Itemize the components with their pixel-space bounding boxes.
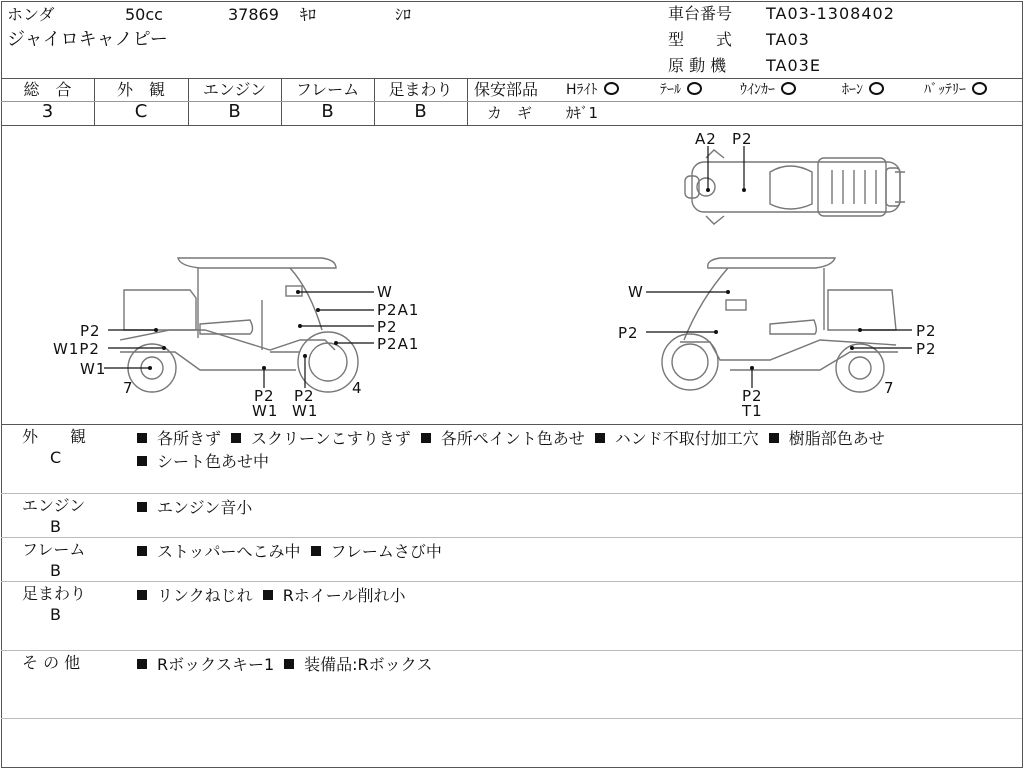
frame-no: TA03-1308402 — [766, 4, 895, 23]
grade-header-exterior: 外 観 — [116, 80, 165, 99]
label-left-p2a1-low: P2A1 — [377, 335, 420, 353]
grade-total: 3 — [41, 101, 54, 122]
square-bullet-icon — [311, 546, 321, 556]
label-left-p2a1-top: P2A1 — [377, 301, 420, 319]
label-left-w: W — [377, 283, 393, 301]
comment-items — [137, 496, 1007, 519]
safety-battery: ﾊﾞｯﾃﾘｰ — [924, 80, 987, 100]
comment-grade: C — [50, 448, 62, 467]
comment-item: フレームさび中 — [311, 540, 442, 563]
circle-mark-icon — [972, 82, 987, 95]
square-bullet-icon — [421, 433, 431, 443]
label-left-b1a: P2 — [254, 387, 275, 405]
grade-header-suspension: 足まわり — [388, 80, 453, 99]
comment-items — [137, 427, 1007, 473]
square-bullet-icon — [137, 659, 147, 669]
label-left-7: 7 — [123, 379, 134, 397]
comment-item: シート色あせ中 — [137, 450, 269, 473]
comment-grade: B — [50, 605, 61, 624]
key-label: カ ギ — [487, 104, 533, 122]
color: ｼﾛ — [395, 5, 412, 24]
comment-item: 各所きず — [137, 427, 221, 450]
circle-mark-icon — [781, 82, 796, 95]
damage-points — [148, 188, 862, 370]
maker: ホンダ — [7, 5, 55, 24]
comment-items — [137, 540, 1007, 563]
label-right-bb: T1 — [742, 402, 763, 420]
type-label: 型 式 — [668, 30, 733, 49]
circle-mark-icon — [604, 82, 619, 95]
square-bullet-icon — [137, 546, 147, 556]
comment-grade: B — [50, 517, 61, 536]
safety-winker: ｳｲﾝｶｰ — [740, 80, 796, 100]
mileage-unit: ｷﾛ — [300, 5, 317, 24]
square-bullet-icon — [769, 433, 779, 443]
label-left-b2b: W1 — [292, 402, 319, 420]
grade-header-total: 総 合 — [23, 80, 72, 99]
comment-label: 外 観 — [22, 427, 87, 446]
label-a2: A2 — [695, 130, 717, 148]
frame-no-label: 車台番号 — [668, 4, 733, 23]
square-bullet-icon — [263, 590, 273, 600]
scooter-top-view — [685, 150, 905, 224]
comment-label: フレーム — [22, 540, 86, 559]
damage-diagram — [0, 126, 1024, 424]
label-left-p2: P2 — [80, 322, 101, 340]
engine-label: 原 動 機 — [668, 56, 727, 75]
circle-mark-icon — [869, 82, 884, 95]
safety-tail: ﾃｰﾙ — [660, 80, 702, 100]
label-right-p2-r2: P2 — [916, 340, 937, 358]
grade-header-frame: フレーム — [295, 80, 360, 99]
label-left-w1: W1 — [80, 360, 107, 378]
engine-value: TA03E — [766, 56, 821, 75]
comment-items — [137, 653, 1007, 676]
square-bullet-icon — [284, 659, 294, 669]
comment-item: Rホイール削れ小 — [263, 584, 406, 607]
safety-label: 保安部品 — [474, 80, 539, 99]
label-p2-top: P2 — [732, 130, 753, 148]
comment-item: スクリーンこすりきず — [231, 427, 411, 450]
type-value: TA03 — [766, 30, 810, 49]
comment-item: ストッパーへこみ中 — [137, 540, 301, 563]
comment-item: Rボックスキー1 — [137, 653, 274, 676]
grade-frame: B — [321, 101, 334, 122]
label-right-ba: P2 — [742, 387, 763, 405]
comment-item: エンジン音小 — [137, 496, 252, 519]
safety-horn: ﾎｰﾝ — [842, 80, 884, 100]
square-bullet-icon — [137, 590, 147, 600]
comment-label: 足まわり — [22, 584, 87, 603]
square-bullet-icon — [137, 433, 147, 443]
mileage: 37869 — [228, 5, 279, 24]
scooter-left-view — [120, 258, 358, 392]
safety-headlight: Hﾗｲﾄ — [566, 80, 619, 100]
square-bullet-icon — [137, 502, 147, 512]
key-value: ｶｷﾞ1 — [566, 104, 599, 122]
model-name: ジャイロキャノピー — [7, 29, 168, 50]
displacement: 50cc — [125, 5, 163, 24]
square-bullet-icon — [231, 433, 241, 443]
grade-engine: B — [228, 101, 241, 122]
square-bullet-icon — [137, 456, 147, 466]
label-right-p2-r1: P2 — [916, 322, 937, 340]
label-right-p2-left: P2 — [618, 324, 639, 342]
comment-item: リンクねじれ — [137, 584, 253, 607]
comment-item: 装備品:Rボックス — [284, 653, 432, 676]
comment-item: ハンド不取付加工穴 — [595, 427, 759, 450]
label-right-7: 7 — [884, 379, 895, 397]
label-right-w: W — [628, 283, 644, 301]
comment-label: そ の 他 — [22, 653, 81, 672]
label-left-p2-mid: P2 — [377, 318, 398, 336]
label-left-4: 4 — [352, 379, 363, 397]
label-left-w1p2: W1P2 — [53, 340, 100, 358]
comment-grade: B — [50, 561, 61, 580]
comment-item: 各所ペイント色あせ — [421, 427, 585, 450]
comment-item: 樹脂部色あせ — [769, 427, 885, 450]
circle-mark-icon — [687, 82, 702, 95]
label-left-b2a: P2 — [294, 387, 315, 405]
label-left-b1b: W1 — [252, 402, 279, 420]
scooter-right-view — [662, 258, 898, 392]
grade-exterior: C — [134, 101, 148, 122]
grade-header-engine: エンジン — [202, 80, 267, 99]
comment-items — [137, 584, 1007, 607]
grade-suspension: B — [414, 101, 427, 122]
square-bullet-icon — [595, 433, 605, 443]
comment-label: エンジン — [22, 496, 86, 515]
